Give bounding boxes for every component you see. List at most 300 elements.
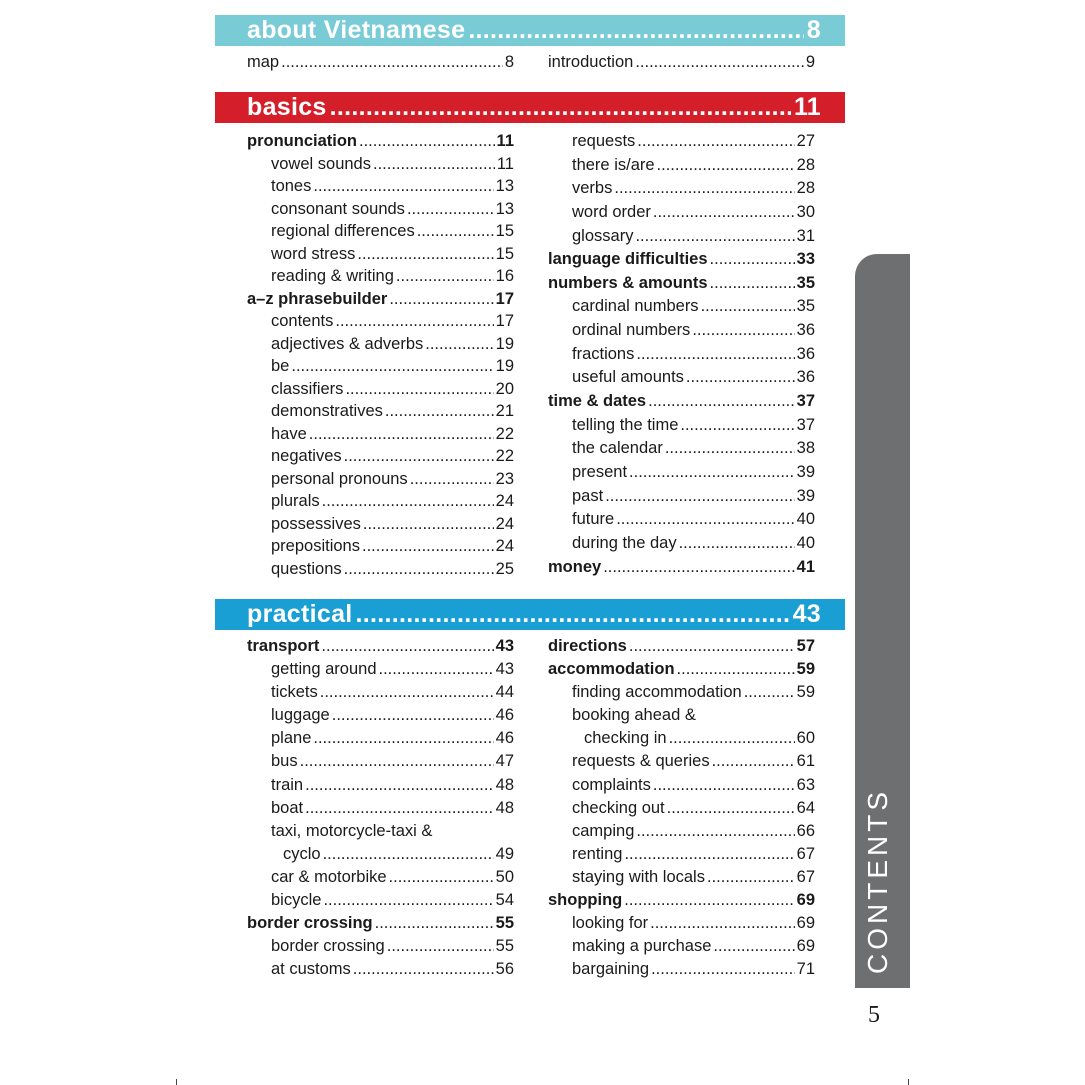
toc-entry-label: a–z phrasebuilder bbox=[247, 289, 388, 308]
toc-entry-page: 35 bbox=[796, 297, 815, 316]
toc-entry-page: 47 bbox=[495, 752, 514, 771]
toc-entry[interactable] bbox=[247, 355, 514, 378]
dot-leader bbox=[309, 423, 494, 446]
dot-leader bbox=[692, 319, 794, 343]
toc-entry-page: 19 bbox=[495, 334, 514, 353]
toc-entry-page: 54 bbox=[495, 891, 514, 910]
toc-entry-page: 8 bbox=[504, 53, 514, 71]
toc-entry-label: staying with locals bbox=[572, 867, 705, 886]
dot-leader bbox=[320, 681, 494, 704]
dot-leader bbox=[605, 485, 794, 509]
dot-leader bbox=[379, 658, 494, 681]
toc-entry-page: 27 bbox=[796, 132, 815, 150]
toc-entry-label: verbs bbox=[572, 179, 613, 198]
toc-entry-label: directions bbox=[548, 637, 627, 655]
toc-chapter-entry[interactable] bbox=[548, 248, 815, 272]
toc-entry-label: during the day bbox=[572, 533, 677, 552]
toc-entry[interactable] bbox=[548, 485, 815, 509]
dot-leader bbox=[313, 727, 493, 750]
toc-entry[interactable] bbox=[548, 130, 815, 154]
toc-entry-page: 28 bbox=[796, 179, 815, 198]
dot-leader bbox=[330, 93, 791, 122]
toc-entry-label: word order bbox=[572, 202, 651, 221]
dot-leader bbox=[657, 154, 795, 178]
toc-entry[interactable] bbox=[548, 681, 815, 704]
dot-leader bbox=[636, 343, 794, 367]
dot-leader bbox=[651, 958, 795, 981]
toc-entry-label: train bbox=[271, 775, 304, 794]
toc-entry[interactable] bbox=[247, 153, 514, 176]
practical-left-column bbox=[247, 635, 514, 981]
dot-leader bbox=[635, 225, 794, 249]
section-header-practical[interactable] bbox=[215, 599, 845, 630]
dot-leader bbox=[614, 177, 794, 201]
dot-leader bbox=[373, 153, 495, 176]
toc-entry-page: 24 bbox=[495, 492, 514, 510]
toc-entry-label: negatives bbox=[271, 447, 342, 465]
dot-leader bbox=[665, 437, 795, 461]
toc-entry[interactable] bbox=[247, 198, 514, 221]
about-right-column bbox=[548, 51, 815, 73]
dot-leader bbox=[648, 390, 795, 414]
toc-entry-page: 69 bbox=[796, 937, 815, 956]
toc-entry-label: numbers & amounts bbox=[548, 273, 708, 292]
dot-leader bbox=[669, 727, 795, 750]
dot-leader bbox=[650, 912, 795, 935]
toc-entry-page: 24 bbox=[495, 537, 514, 555]
toc-entry[interactable] bbox=[247, 243, 514, 266]
toc-entry-page: 55 bbox=[495, 937, 514, 956]
toc-entry-label: be bbox=[271, 357, 290, 375]
toc-entry-label: glossary bbox=[572, 226, 634, 245]
toc-entry-label: prepositions bbox=[271, 537, 360, 555]
dot-leader bbox=[335, 310, 493, 333]
dot-leader bbox=[712, 750, 795, 773]
toc-entry[interactable] bbox=[548, 866, 815, 889]
dot-leader bbox=[653, 201, 795, 225]
toc-chapter-entry[interactable] bbox=[548, 658, 815, 681]
toc-entry-label: looking for bbox=[572, 914, 649, 933]
toc-chapter-entry[interactable] bbox=[548, 390, 815, 414]
toc-entry-page: 48 bbox=[495, 775, 514, 794]
toc-entry-label: accommodation bbox=[548, 660, 675, 679]
toc-entry-page: 30 bbox=[796, 202, 815, 221]
toc-entry[interactable] bbox=[247, 774, 514, 797]
toc-entry-label: getting around bbox=[271, 660, 377, 679]
side-tab-label: CONTENTS bbox=[862, 788, 893, 974]
toc-entry-label: checking out bbox=[572, 798, 665, 817]
toc-entry-label: renting bbox=[572, 844, 623, 863]
toc-entry-label: complaints bbox=[572, 775, 651, 794]
dot-leader bbox=[357, 243, 493, 266]
toc-chapter-entry[interactable] bbox=[247, 635, 514, 658]
toc-entry-label: have bbox=[271, 424, 307, 443]
toc-entry-page: 59 bbox=[796, 660, 815, 679]
dot-leader bbox=[667, 797, 795, 820]
section-page: 11 bbox=[793, 93, 821, 121]
toc-entry-page: 22 bbox=[495, 424, 514, 443]
toc-entry-page: 69 bbox=[796, 891, 815, 910]
toc-entry-label: useful amounts bbox=[572, 368, 684, 387]
toc-entry-label: boat bbox=[271, 798, 304, 817]
toc-entry-label: money bbox=[548, 557, 602, 576]
toc-entry-page: 31 bbox=[796, 226, 815, 245]
toc-entry-label: booking ahead & bbox=[572, 706, 696, 725]
toc-entry-page: 66 bbox=[796, 821, 815, 840]
dot-leader bbox=[616, 508, 794, 532]
toc-entry-page: 59 bbox=[796, 683, 815, 702]
toc-entry[interactable] bbox=[247, 220, 514, 243]
toc-entry[interactable] bbox=[247, 727, 514, 750]
dot-leader bbox=[356, 600, 790, 629]
dot-leader bbox=[707, 866, 795, 889]
toc-entry-label: classifiers bbox=[271, 379, 344, 398]
toc-entry[interactable] bbox=[548, 820, 815, 843]
contents-side-tab[interactable] bbox=[855, 254, 910, 988]
toc-entry[interactable] bbox=[548, 177, 815, 201]
toc-entry[interactable] bbox=[548, 532, 815, 556]
toc-entry-label: possessives bbox=[271, 514, 361, 533]
toc-entry-page: 11 bbox=[496, 154, 514, 173]
toc-entry-page: 56 bbox=[495, 960, 514, 979]
dot-leader bbox=[677, 658, 795, 681]
dot-leader bbox=[636, 820, 794, 843]
dot-leader bbox=[710, 272, 795, 296]
toc-chapter-entry[interactable] bbox=[247, 288, 514, 311]
toc-chapter-entry[interactable] bbox=[548, 889, 815, 912]
dot-leader bbox=[744, 681, 795, 704]
toc-entry[interactable] bbox=[247, 468, 514, 491]
dot-leader bbox=[629, 635, 795, 658]
toc-entry-label: at customs bbox=[271, 960, 351, 979]
toc-entry-label: bus bbox=[271, 752, 298, 771]
toc-entry-label: border crossing bbox=[247, 914, 373, 933]
toc-entry-label: present bbox=[572, 462, 628, 481]
dot-leader bbox=[291, 355, 493, 378]
toc-entry[interactable] bbox=[247, 750, 514, 773]
toc-entry-page: 40 bbox=[796, 510, 815, 529]
toc-entry-label: finding accommodation bbox=[572, 683, 742, 702]
dot-leader bbox=[425, 333, 493, 356]
dot-leader bbox=[363, 513, 494, 536]
dot-leader bbox=[701, 295, 795, 319]
toc-entry[interactable] bbox=[247, 378, 514, 401]
toc-entry-page: 43 bbox=[495, 637, 514, 655]
toc-entry-label: reading & writing bbox=[271, 267, 394, 285]
dot-leader bbox=[389, 288, 493, 311]
toc-entry[interactable] bbox=[548, 704, 815, 727]
crop-mark-right bbox=[908, 1079, 909, 1085]
dot-leader bbox=[385, 400, 494, 423]
toc-entry-page: 41 bbox=[796, 557, 815, 576]
toc-entry-page: 55 bbox=[495, 914, 514, 933]
dot-leader bbox=[387, 935, 494, 958]
toc-entry-label: car & motorbike bbox=[271, 867, 387, 886]
toc-chapter-entry[interactable] bbox=[548, 556, 815, 580]
dot-leader bbox=[332, 704, 494, 727]
toc-entry-label: regional differences bbox=[271, 222, 415, 240]
dot-leader bbox=[713, 935, 794, 958]
dot-leader bbox=[710, 248, 795, 272]
toc-entry-page: 11 bbox=[496, 132, 514, 150]
dot-leader bbox=[624, 843, 794, 866]
toc-entry-page: 24 bbox=[495, 514, 514, 533]
toc-entry-label: language difficulties bbox=[548, 250, 708, 269]
toc-entry-page: 64 bbox=[796, 798, 815, 817]
toc-entry[interactable] bbox=[548, 319, 815, 343]
toc-entry-label: requests bbox=[572, 132, 636, 150]
page-number: 5 bbox=[868, 1002, 880, 1028]
toc-entry-label: future bbox=[572, 510, 615, 529]
toc-entry-page: 44 bbox=[495, 683, 514, 702]
dot-leader bbox=[686, 366, 795, 390]
toc-entry-label: map bbox=[247, 53, 280, 71]
toc-entry[interactable] bbox=[247, 935, 514, 958]
toc-entry-page: 37 bbox=[796, 392, 815, 411]
toc-entry-page: 19 bbox=[495, 357, 514, 375]
toc-entry[interactable] bbox=[247, 51, 514, 73]
toc-entry[interactable] bbox=[548, 461, 815, 485]
toc-entry[interactable] bbox=[247, 400, 514, 423]
toc-entry[interactable] bbox=[548, 201, 815, 225]
dot-leader bbox=[468, 16, 803, 45]
dot-leader bbox=[359, 130, 495, 153]
toc-entry-label: there is/are bbox=[572, 155, 655, 174]
toc-entry-page: 38 bbox=[796, 439, 815, 458]
toc-entry-label: introduction bbox=[548, 53, 634, 71]
toc-entry-page: 49 bbox=[495, 844, 514, 863]
toc-entry[interactable] bbox=[247, 265, 514, 288]
toc-entry[interactable] bbox=[548, 727, 815, 750]
dot-leader bbox=[362, 535, 494, 558]
toc-entry[interactable] bbox=[247, 490, 514, 513]
dot-leader bbox=[305, 774, 494, 797]
toc-entry[interactable] bbox=[548, 958, 815, 981]
dot-leader bbox=[344, 445, 494, 468]
toc-chapter-entry[interactable] bbox=[247, 912, 514, 935]
dot-leader bbox=[344, 558, 494, 581]
toc-entry[interactable] bbox=[247, 843, 514, 866]
toc-entry[interactable] bbox=[247, 704, 514, 727]
toc-entry-page: 22 bbox=[495, 447, 514, 465]
toc-entry-page: 9 bbox=[805, 53, 815, 71]
toc-entry-label: fractions bbox=[572, 344, 635, 363]
toc-entry-label: tones bbox=[271, 177, 312, 195]
toc-entry-page: 46 bbox=[495, 706, 514, 725]
toc-entry[interactable] bbox=[247, 175, 514, 198]
toc-entry-page: 63 bbox=[796, 775, 815, 794]
toc-entry-page: 13 bbox=[495, 199, 514, 218]
toc-entry-page: 43 bbox=[495, 660, 514, 679]
dot-leader bbox=[389, 866, 494, 889]
toc-entry-label: the calendar bbox=[572, 439, 663, 458]
toc-entry-label: shopping bbox=[548, 891, 623, 910]
section-header-about[interactable] bbox=[215, 15, 845, 46]
toc-entry[interactable] bbox=[247, 535, 514, 558]
section-header-basics[interactable] bbox=[215, 92, 845, 123]
toc-entry[interactable] bbox=[548, 508, 815, 532]
dot-leader bbox=[305, 797, 494, 820]
toc-entry-page: 37 bbox=[796, 415, 815, 434]
toc-entry-label: border crossing bbox=[271, 937, 385, 956]
section-page: 43 bbox=[792, 600, 821, 628]
section-title: basics bbox=[247, 93, 327, 121]
toc-entry-label: making a purchase bbox=[572, 937, 712, 956]
toc-entry-label: demonstratives bbox=[271, 402, 383, 420]
section-title: about Vietnamese bbox=[247, 16, 466, 44]
dot-leader bbox=[313, 175, 493, 198]
toc-entry-label: time & dates bbox=[548, 392, 647, 411]
dot-leader bbox=[653, 774, 795, 797]
toc-entry-label: bargaining bbox=[572, 960, 650, 979]
toc-entry[interactable] bbox=[247, 513, 514, 536]
toc-entry[interactable] bbox=[548, 935, 815, 958]
toc-entry-label: telling the time bbox=[572, 415, 679, 434]
toc-entry-label: ordinal numbers bbox=[572, 321, 691, 340]
toc-entry-page: 15 bbox=[495, 222, 514, 240]
toc-entry-page: 61 bbox=[796, 752, 815, 771]
toc-entry[interactable] bbox=[548, 437, 815, 461]
toc-entry-label: past bbox=[572, 486, 604, 505]
toc-entry-label: cyclo bbox=[283, 844, 321, 863]
toc-entry[interactable] bbox=[548, 295, 815, 319]
dot-leader bbox=[679, 532, 795, 556]
dot-leader bbox=[323, 843, 494, 866]
toc-entry[interactable] bbox=[247, 658, 514, 681]
dot-leader bbox=[281, 51, 503, 73]
toc-entry-page: 57 bbox=[796, 637, 815, 655]
toc-entry[interactable] bbox=[247, 797, 514, 820]
toc-chapter-entry[interactable] bbox=[548, 272, 815, 296]
toc-entry-page: 40 bbox=[796, 533, 815, 552]
toc-entry[interactable] bbox=[247, 889, 514, 912]
toc-entry-page: 23 bbox=[495, 469, 514, 488]
dot-leader bbox=[417, 220, 494, 243]
toc-entry-page: 15 bbox=[495, 244, 514, 263]
toc-entry-page: 39 bbox=[796, 462, 815, 481]
toc-entry-label: personal pronouns bbox=[271, 469, 408, 488]
toc-entry-label: requests & queries bbox=[572, 752, 710, 771]
toc-entry-page: 48 bbox=[495, 798, 514, 817]
dot-leader bbox=[323, 889, 493, 912]
toc-entry[interactable] bbox=[548, 750, 815, 773]
toc-entry-page: 60 bbox=[796, 729, 815, 748]
toc-entry-page: 71 bbox=[796, 960, 815, 979]
dot-leader bbox=[375, 912, 494, 935]
toc-entry-page: 28 bbox=[796, 155, 815, 174]
toc-entry[interactable] bbox=[247, 558, 514, 581]
toc-entry-page: 25 bbox=[495, 559, 514, 578]
toc-entry-page: 39 bbox=[796, 486, 815, 505]
toc-entry-label: tickets bbox=[271, 683, 318, 702]
toc-entry-page: 35 bbox=[796, 273, 815, 292]
toc-entry-page: 50 bbox=[495, 867, 514, 886]
toc-entry[interactable] bbox=[247, 681, 514, 704]
dot-leader bbox=[410, 468, 494, 491]
toc-entry[interactable] bbox=[548, 51, 815, 73]
dot-leader bbox=[396, 265, 494, 288]
toc-entry-label: luggage bbox=[271, 706, 330, 725]
toc-entry[interactable] bbox=[548, 912, 815, 935]
toc-entry[interactable] bbox=[247, 866, 514, 889]
toc-entry[interactable] bbox=[548, 414, 815, 438]
toc-entry-label: questions bbox=[271, 559, 342, 578]
toc-entry-label: pronunciation bbox=[247, 132, 357, 150]
dot-leader bbox=[407, 198, 494, 221]
toc-entry-page: 16 bbox=[495, 267, 514, 285]
dot-leader bbox=[353, 958, 494, 981]
toc-entry[interactable] bbox=[548, 366, 815, 390]
toc-entry-label: adjectives & adverbs bbox=[271, 334, 424, 353]
toc-entry-label: transport bbox=[247, 637, 320, 655]
toc-entry-label: plurals bbox=[271, 492, 320, 510]
toc-entry[interactable] bbox=[247, 958, 514, 981]
toc-entry[interactable] bbox=[548, 225, 815, 249]
toc-entry[interactable] bbox=[247, 333, 514, 356]
toc-entry-label: contents bbox=[271, 312, 334, 330]
about-left-column bbox=[247, 51, 514, 73]
toc-entry-label: checking in bbox=[584, 729, 667, 748]
toc-entry-page: 36 bbox=[796, 368, 815, 387]
toc-entry-page: 17 bbox=[495, 289, 514, 308]
section-page: 8 bbox=[806, 16, 821, 44]
toc-entry-page: 21 bbox=[495, 402, 514, 420]
toc-entry-label: taxi, motorcycle-taxi & bbox=[271, 821, 433, 840]
basics-right-column bbox=[548, 130, 815, 579]
toc-entry[interactable] bbox=[247, 310, 514, 333]
toc-entry-label: cardinal numbers bbox=[572, 297, 699, 316]
dot-leader bbox=[321, 635, 493, 658]
toc-entry[interactable] bbox=[247, 820, 514, 843]
toc-entry-label: consonant sounds bbox=[271, 199, 405, 218]
toc-entry[interactable] bbox=[548, 154, 815, 178]
dot-leader bbox=[624, 889, 794, 912]
dot-leader bbox=[322, 490, 494, 513]
toc-entry-label: camping bbox=[572, 821, 635, 840]
toc-entry-label: vowel sounds bbox=[271, 154, 371, 173]
basics-left-column bbox=[247, 130, 514, 580]
dot-leader bbox=[300, 750, 494, 773]
toc-chapter-entry[interactable] bbox=[247, 130, 514, 153]
section-title: practical bbox=[247, 600, 353, 628]
dot-leader bbox=[635, 51, 804, 73]
practical-right-column bbox=[548, 635, 815, 981]
toc-entry-label: bicycle bbox=[271, 891, 322, 910]
toc-entry[interactable] bbox=[548, 843, 815, 866]
toc-chapter-entry[interactable] bbox=[548, 635, 815, 658]
toc-entry-page: 36 bbox=[796, 344, 815, 363]
toc-entry[interactable] bbox=[247, 445, 514, 468]
toc-entry-label: word stress bbox=[271, 244, 356, 263]
toc-entry-page: 67 bbox=[796, 844, 815, 863]
dot-leader bbox=[603, 556, 794, 580]
toc-entry[interactable] bbox=[548, 774, 815, 797]
toc-entry-page: 67 bbox=[796, 867, 815, 886]
toc-entry-page: 33 bbox=[796, 250, 815, 269]
dot-leader bbox=[637, 130, 794, 154]
toc-entry[interactable] bbox=[548, 797, 815, 820]
toc-entry[interactable] bbox=[247, 423, 514, 446]
toc-entry-page: 46 bbox=[495, 729, 514, 748]
dot-leader bbox=[680, 414, 794, 438]
toc-entry-page: 69 bbox=[796, 914, 815, 933]
dot-leader bbox=[629, 461, 795, 485]
toc-entry-label: plane bbox=[271, 729, 312, 748]
dot-leader bbox=[345, 378, 493, 401]
toc-entry-page: 13 bbox=[495, 177, 514, 195]
toc-entry-page: 17 bbox=[495, 312, 514, 330]
toc-entry[interactable] bbox=[548, 343, 815, 367]
